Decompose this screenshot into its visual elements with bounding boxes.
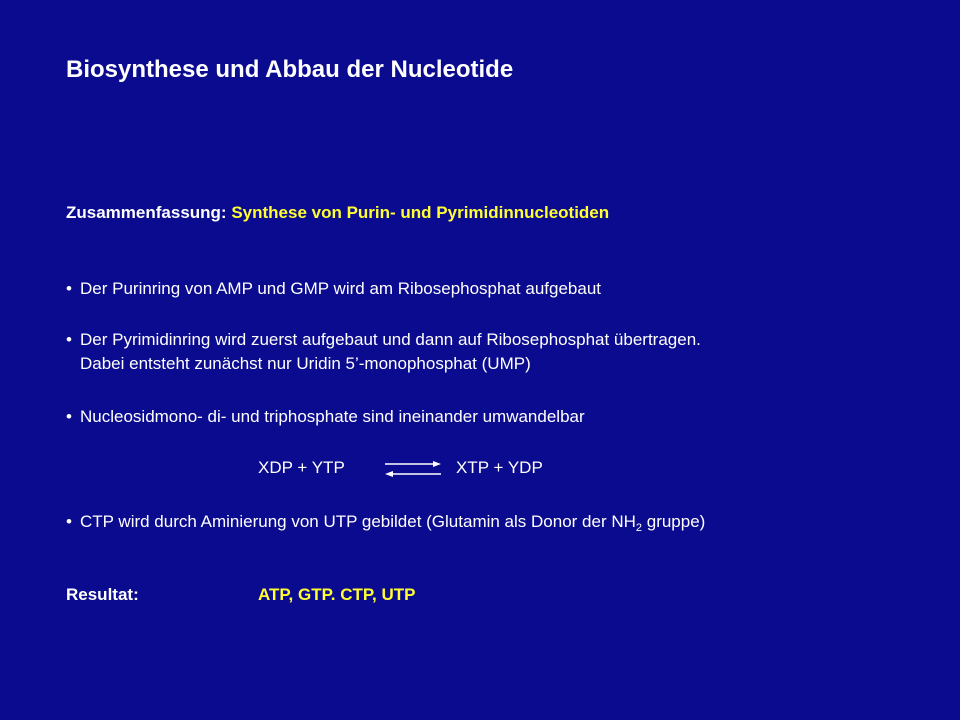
subscript: 2 <box>635 522 643 534</box>
bullet-marker: • <box>66 407 72 426</box>
reaction-reactants: XDP + YTP <box>258 458 345 477</box>
bullet-text-before: CTP wird durch Aminierung von UTP gebildet (Glutamin als Donor der NH <box>80 512 636 531</box>
bullet-marker: • <box>66 279 72 298</box>
result-value: ATP, GTP. CTP, UTP <box>258 585 416 604</box>
equilibrium-arrows-icon <box>383 458 443 482</box>
summary-heading <box>66 203 609 223</box>
bullet-marker: • <box>66 330 72 349</box>
bullet-text: Nucleosidmono- di- und triphosphate sind ineinander umwandelbar <box>80 407 585 426</box>
result-label: Resultat: <box>66 585 139 604</box>
bullet-pyrimidine <box>66 330 701 350</box>
bullet-text: Der Purinring von AMP und GMP wird am Ribosephosphat aufgebaut <box>80 279 601 298</box>
bullet-text: Der Pyrimidinring wird zuerst aufgebaut und dann auf Ribosephosphat übertragen. <box>80 330 701 349</box>
slide-title: Biosynthese und Abbau der Nucleotide <box>66 56 514 83</box>
summary-topic: Synthese von Purin- und Pyrimidinnucleotiden <box>231 203 610 222</box>
bullet-marker: • <box>66 512 72 531</box>
bullet-text-after: gruppe) <box>642 512 706 531</box>
bullet-pyrimidine-continuation: Dabei entsteht zunächst nur Uridin 5’-monophosphat (UMP) <box>80 354 531 373</box>
bullet-purine <box>66 279 601 299</box>
reaction-products: XTP + YDP <box>456 458 543 477</box>
bullet-interconversion <box>66 407 585 427</box>
summary-label: Zusammenfassung: <box>66 203 227 222</box>
bullet-ctp <box>66 512 705 532</box>
